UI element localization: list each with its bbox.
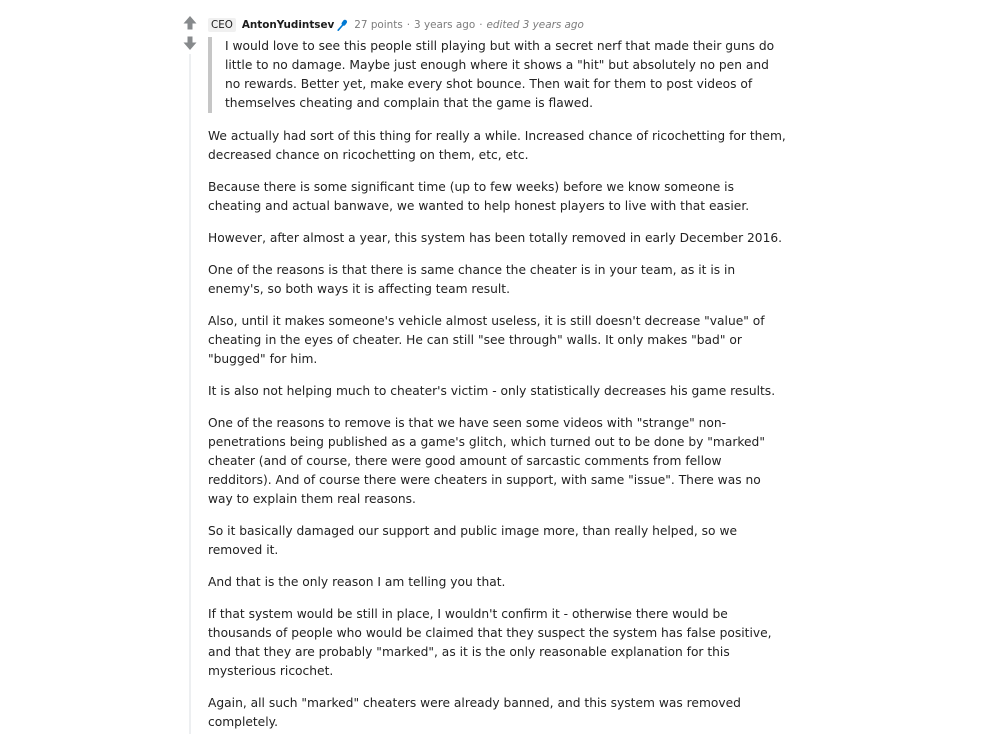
- edited-label: edited 3 years ago: [486, 19, 584, 31]
- comment-meta: [208, 15, 584, 35]
- comment-age[interactable]: 3 years ago: [414, 19, 476, 31]
- comment-body: [208, 37, 788, 745]
- meta-separator: ·: [406, 19, 411, 31]
- paragraph: And that is the only reason I am telling you that.: [208, 575, 506, 589]
- microphone-icon: [337, 19, 349, 31]
- paragraph: Also, until it makes someone's vehicle almost useless, it is still doesn't decrease "value" of cheating in the eyes of cheater. He can still "see through" walls. It only makes "bad" or "bugged" for him.: [208, 314, 765, 366]
- points: 27 points: [354, 19, 403, 31]
- paragraph: It is also not helping much to cheater's victim - only statistically decreases his game results.: [208, 384, 776, 398]
- paragraph: Because there is some significant time (up to few weeks) before we know someone is cheating and actual banwave, we wanted to help honest players to live with that easier.: [208, 180, 750, 213]
- quote-block: [208, 37, 788, 113]
- paragraph: If that system would be still in place, I wouldn't confirm it - otherwise there would be thousands of people who would be claimed that they suspect the system has false positive, and that they are probably "marked", as it is the only reasonable explanation for this mysterious ricochet.: [208, 607, 772, 678]
- vote-column: [180, 14, 200, 52]
- meta-separator: ·: [479, 19, 483, 31]
- paragraph: Again, all such "marked" cheaters were already banned, and this system was removed completely.: [208, 696, 741, 729]
- paragraph: We actually had sort of this thing for really a while. Increased chance of ricochetting for them, decreased chance on ricochetting on them, etc, etc.: [208, 129, 786, 162]
- paragraph: However, after almost a year, this system has been totally removed in early December 2016.: [208, 231, 783, 245]
- downvote-icon[interactable]: [181, 34, 199, 52]
- thread-collapse-line[interactable]: [189, 54, 191, 734]
- paragraph: One of the reasons to remove is that we have seen some videos with "strange" non-penetrations being published as a game's glitch, which turned out to be done by "marked" cheater (and of course, there were good amount of sarcastic comments from fellow redditors). And of course there were cheaters in support, with same "issue". There was no way to explain them real reasons.: [208, 416, 765, 506]
- quote-text: I would love to see this people still playing but with a secret nerf that made their guns do little to no damage. Maybe just enough where it shows a "hit" but absolutely no pen and no rewards. Better yet, make every shot bounce. Then wait for them to post videos of themselves cheating and complain that the game is flawed.: [225, 39, 775, 110]
- paragraph: So it basically damaged our support and public image more, than really helped, so we removed it.: [208, 524, 738, 557]
- upvote-icon[interactable]: [181, 14, 199, 32]
- author-link[interactable]: AntonYudintsev: [241, 19, 335, 31]
- user-flair: CEO: [208, 18, 236, 32]
- paragraph: One of the reasons is that there is same chance the cheater is in your team, as it is in enemy's, so both ways it is affecting team result.: [208, 263, 736, 296]
